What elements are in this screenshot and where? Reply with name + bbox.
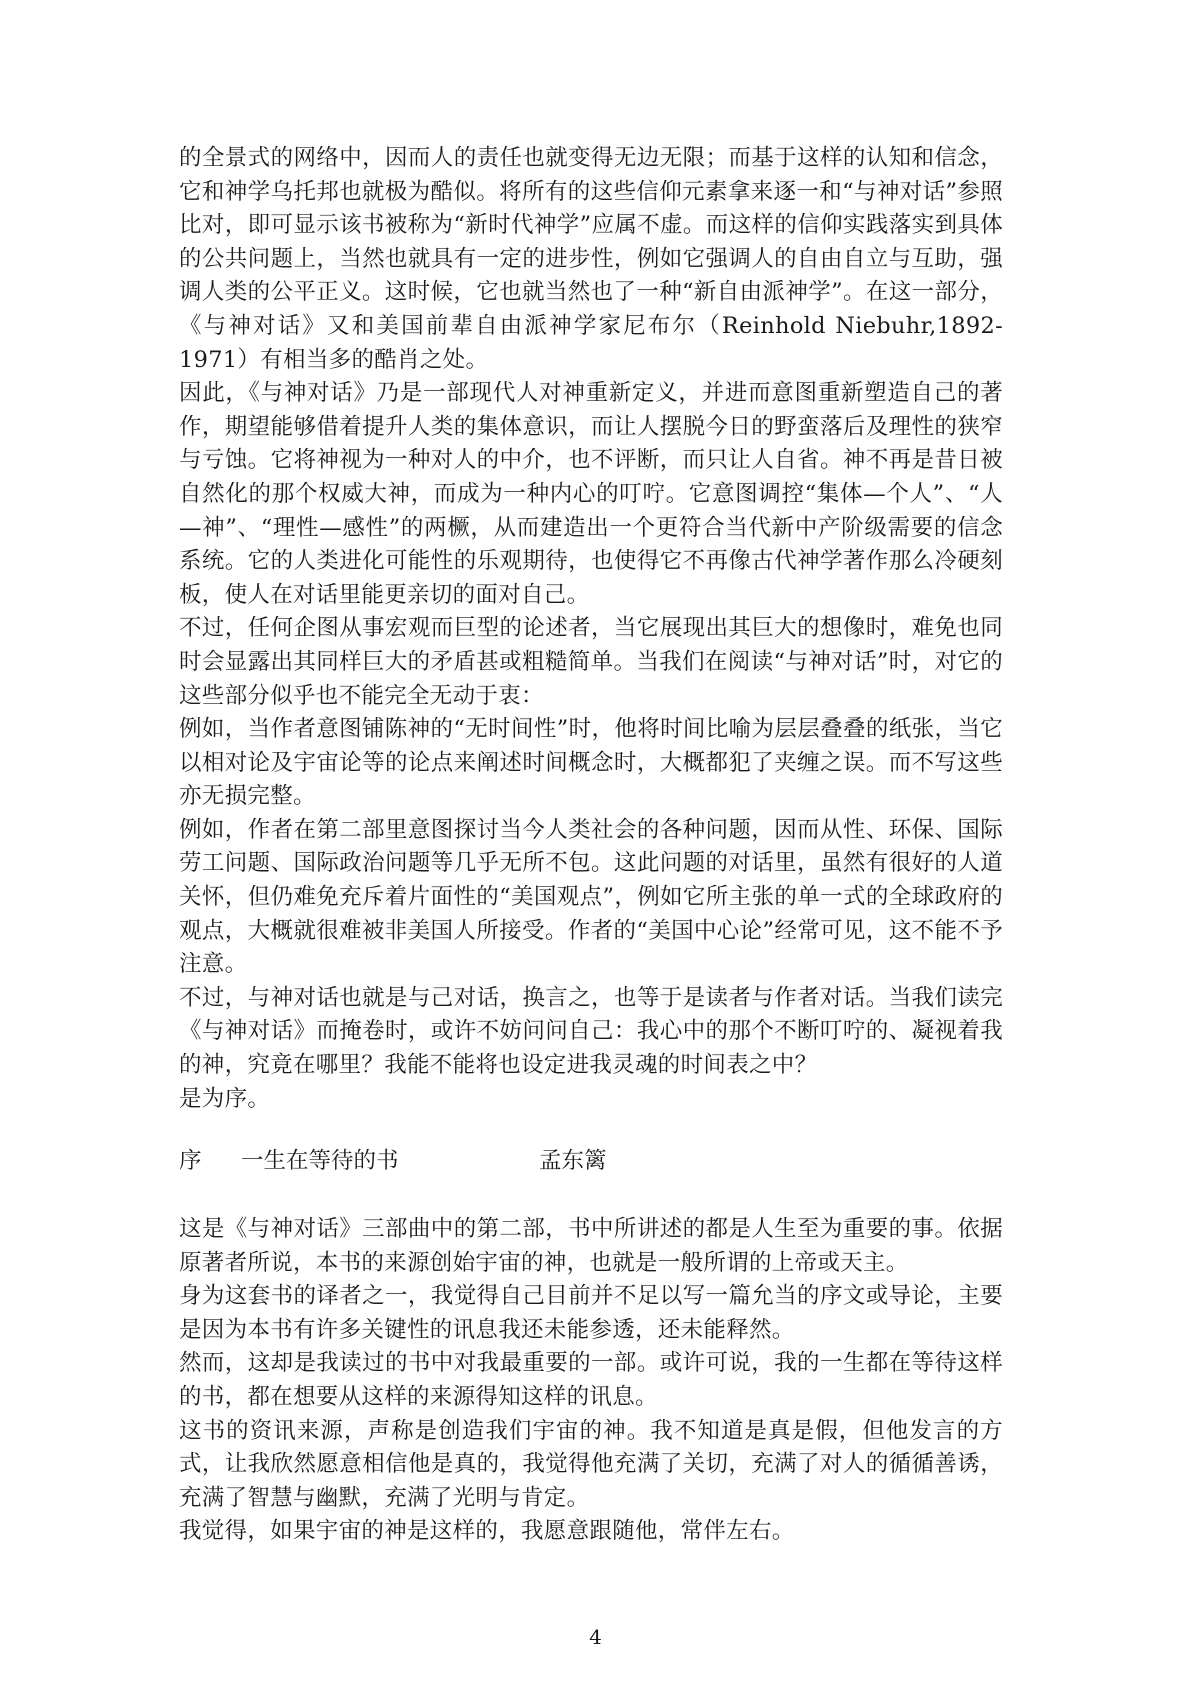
page-number: 4 <box>589 1625 602 1649</box>
paragraph: 然而，这却是我读过的书中对我最重要的一部。或许可说，我的一生都在等待这样的书，都在想要从这样的来源得知这样的讯息。 <box>179 1350 1003 1410</box>
paragraph: 例如，当作者意图铺陈神的“无时间性”时，他将时间比喻为层层叠叠的纸张，当它以相对论及宇宙论等的论点来阐述时间概念时，大概都犯了夹缠之误。而不写这些亦无损完整。 <box>179 716 1003 810</box>
paragraph: 身为这套书的译者之一，我觉得自己目前并不足以写一篇允当的序文或导论，主要是因为本书有许多关键性的讯息我还未能参透，还未能释然。 <box>179 1283 1003 1343</box>
paragraph: 不过，与神对话也就是与己对话，换言之，也等于是读者与作者对话。当我们读完《与神对话》而掩卷时，或许不妨问问自己：我心中的那个不断叮咛的、凝视着我的神，究竟在哪里？我能不能将也设定进我灵魂的时间表之中？ <box>179 984 1003 1079</box>
paragraph: 例如，作者在第二部里意图探讨当今人类社会的各种问题，因而从性、环保、国际劳工问题、国际政治问题等几乎无所不包。这此问题的对话里，虽然有很好的人道关怀，但仍难免充斥着片面性的“美国观点”，例如它所主张的单一式的全球政府的观点，大概就很难被非美国人所接受。作者的“美国中心论”经常可见，这不能不予注意。 <box>179 816 1003 978</box>
paragraph: 我觉得，如果宇宙的神是这样的，我愿意跟随他，常伴左右。 <box>179 1518 795 1545</box>
paragraph: 是为序。 <box>179 1085 271 1112</box>
preface-body-text <box>179 1213 1003 1549</box>
paragraph: 不过，任何企图从事宏观而巨型的论述者，当它展现出其巨大的想像时，难免也同时会显露出其同样巨大的矛盾甚或粗糙简单。当我们在阅读“与神对话”时，对它的这些部分似乎也不能完全无动于衷： <box>179 615 1003 709</box>
section-title: 一生在等待的书 <box>241 1148 399 1174</box>
section-author: 孟东篱 <box>539 1148 607 1174</box>
paragraph: 这书的资讯来源，声称是创造我们宇宙的神。我不知道是真是假，但他发言的方式，让我欣然愿意相信他是真的，我觉得他充满了关切，充满了对人的循循善诱，充满了智慧与幽默，充满了光明与肯定。 <box>179 1417 1003 1511</box>
preface-continued-text <box>179 142 1003 1116</box>
paragraph: 的全景式的网络中，因而人的责任也就变得无边无限；而基于这样的认知和信念，它和神学乌托邦也就极为酷似。将所有的这些信仰元素拿来逐一和“与神对话”参照比对，即可显示该书被称为“新时代神学”应属不虚。而这样的信仰实践落实到具体的公共问题上，当然也就具有一定的进步性，例如它强调人的自由自立与互助，强调人类的公平正义。这时候，它也就当然也了一种“新自由派神学”。在这一部分，《与神对话》又和美国前辈自由派神学家尼布尔（Reinhold Niebuhr,1892-1971）有相当多的酷肖之处。 <box>179 145 1003 373</box>
section-label: 序 <box>179 1148 202 1174</box>
paragraph: 因此，《与神对话》乃是一部现代人对神重新定义，并进而意图重新塑造自己的著作，期望能够借着提升人类的集体意识，而让人摆脱今日的野蛮落后及理性的狭窄与亏蚀。它将神视为一种对人的中介，也不评断，而只让人自省。神不再是昔日被自然化的那个权威大神，而成为一种内心的叮咛。它意图调控“集体—个人”、“人—神”、“理性—感性”的两橛，从而建造出一个更符合当代新中产阶级需要的信念系统。它的人类进化可能性的乐观期待，也使得它不再像古代神学著作那么冷硬刻板，使人在对话里能更亲切的面对自己。 <box>179 380 1003 608</box>
paragraph: 这是《与神对话》三部曲中的第二部，书中所讲述的都是人生至为重要的事。依据原著者所说，本书的来源创始宇宙的神，也就是一般所谓的上帝或天主。 <box>179 1216 1003 1276</box>
